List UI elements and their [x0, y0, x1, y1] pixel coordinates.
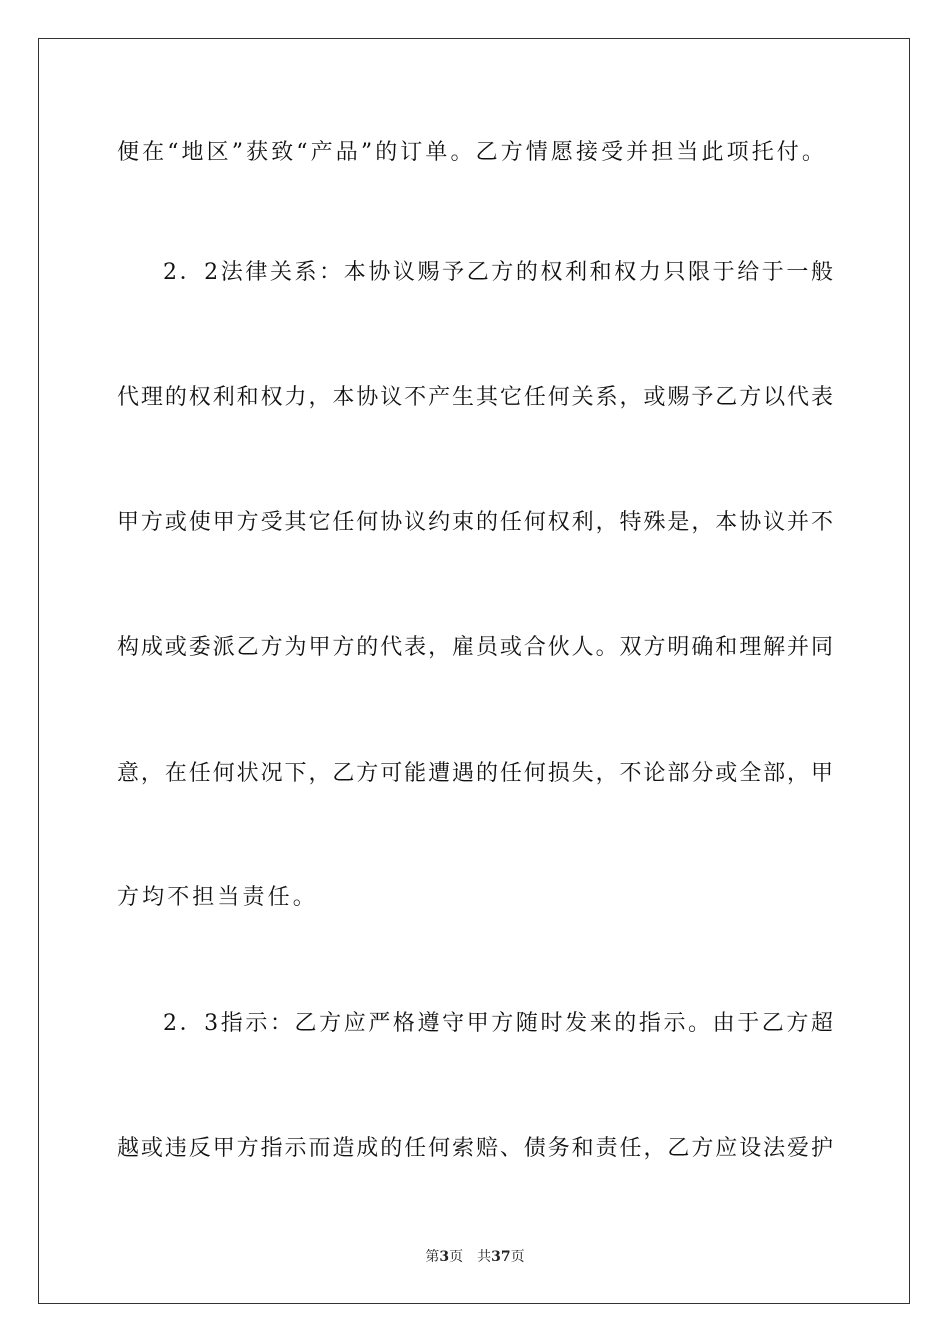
paragraph-line-6: 意，在任何状况下，乙方可能遭遇的任何损失，不论部分或全部，甲: [117, 761, 833, 786]
total-suffix: 页: [510, 1249, 525, 1265]
page-suffix: 页: [449, 1249, 464, 1265]
total-pages-number: 37: [491, 1249, 511, 1265]
page-border: [38, 38, 910, 1304]
total-prefix: 共: [477, 1249, 492, 1265]
paragraph-line-4: 甲方或使甲方受其它任何协议约束的任何权利，特殊是，本协议并不: [117, 510, 833, 535]
paragraph-line-9: 越或违反甲方指示而造成的任何索赔、债务和责任，乙方应设法爱护: [117, 1136, 833, 1161]
paragraph-line-8: 2．3指示：乙方应严格遵守甲方随时发来的指示。由于乙方超: [163, 1011, 833, 1036]
paragraph-line-5: 构成或委派乙方为甲方的代表，雇员或合伙人。双方明确和理解并同: [117, 635, 833, 660]
current-page-number: 3: [439, 1249, 450, 1265]
paragraph-line-3: 代理的权利和权力，本协议不产生其它任何关系，或赐予乙方以代表: [117, 385, 833, 410]
paragraph-line-7: 方均不担当责任。: [117, 885, 318, 910]
paragraph-line-1: 便在“地区”获致“产品”的订单。乙方情愿接受并担当此项托付。: [117, 140, 827, 165]
page-prefix: 第: [425, 1249, 440, 1265]
page-footer: [0, 1248, 950, 1266]
paragraph-line-2: 2．2法律关系：本协议赐予乙方的权利和权力只限于给于一般: [163, 260, 833, 285]
